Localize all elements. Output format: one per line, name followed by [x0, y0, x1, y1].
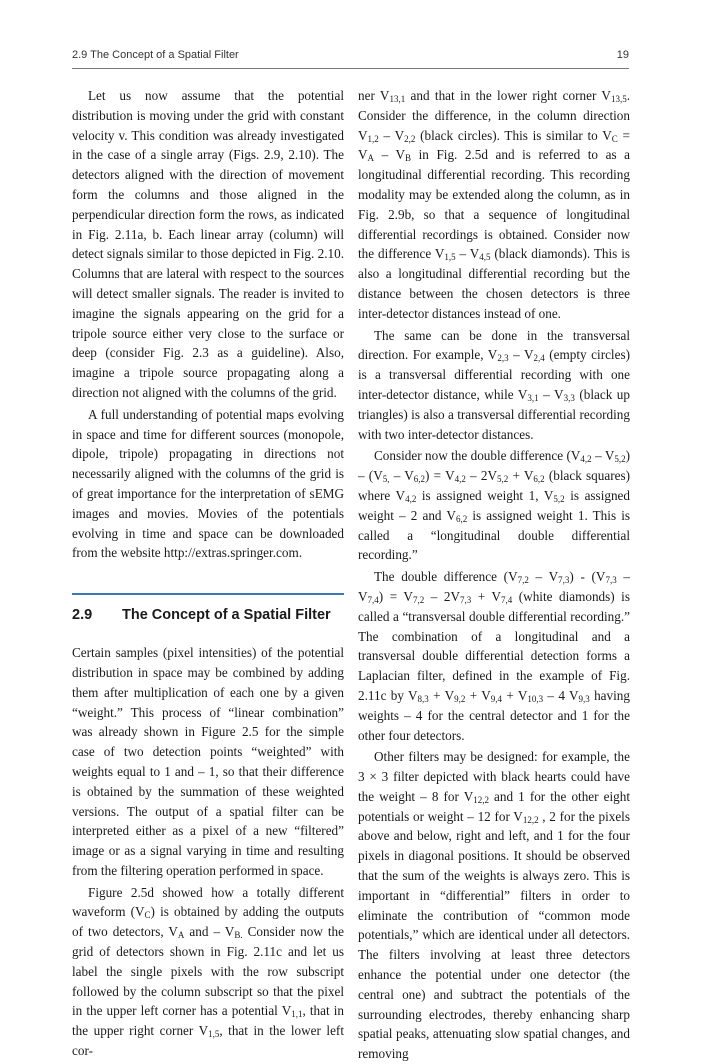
left-column — [72, 86, 344, 1061]
paragraph: The same can be done in the transversal direction. For example, $V_{2,3} - V_{2,4}$ (empty circles) is a transversal differential recording with one inter-detector distance, while $V_{3,1} - V_{3,3}$ (black up triangles) is also a transversal differential recording with two inter-detector distances. — [358, 327, 630, 442]
section-heading — [72, 605, 344, 625]
section-rule — [72, 593, 344, 595]
running-header — [72, 49, 629, 65]
page-number: 19 — [616, 49, 629, 61]
section-header — [72, 593, 344, 625]
section-title: The Concept of a Spatial Filter — [122, 607, 331, 624]
right-column — [358, 86, 630, 1064]
paragraph: Figure 2.5d showed how a totally different waveform $(V_C)$ is obtained by adding the outputs of two detectors, $V_A$ and – $V_{B.}$ Consider now the grid of detectors shown in Fig. 2.11c and let us label the single pixels with the row subscript followed by the column subscript so that the pixel in the upper left corner has a potential $V_{1,1}$, that in the upper right corner $V_{1,5}$, that in the lower left cor- — [72, 884, 344, 1059]
paragraph: Certain samples (pixel intensities) of the potential distribution in space may be combined by adding them after multiplication of each one by a given “weight.” This process of “linear combination” was already shown in Figure 2.5 for the simple case of two detection points “weighted” with weights equal to 1 and – 1, so that their difference is obtained by the summation of these weighted versions. The output of a spatial filter can be interpreted either as a pixel of a new “filtered” image or as a signal varying in time and resulting from the filtering operation performed in space. — [72, 645, 344, 878]
header-rule — [72, 68, 629, 69]
paragraph: Let us now assume that the potential distribution is moving under the grid with constant velocity v. This condition was already investigated in the case of a single array (Figs. 2.9, 2.10). The detectors aligned with the direction of movement form the columns and those aligned in the perpendicular direction form the rows, as indicated in Fig. 2.11a, b. Each linear array (column) will detect signals similar to those depicted in Fig. 2.10. Columns that are lateral with respect to the sources will detect smaller signals. The reader is invited to imagine the signals appearing on the grid for a tripole source either very close to the surface or deep (consider Fig. 2.3 as a guideline). Also, imagine a tripole source propagating along a direction not aligned with the columns of the grid. — [72, 88, 344, 400]
paragraph: The double difference $(V_{7,2} - V_{7,3}) - (V_{7,3} - V_{7,4}) = V_{7,2} - 2V_{7,3} + V_{7,4}$ (white diamonds) is called a “transversal double differential recording.” The combination of a longitudinal and a transversal double differential detection forms a Laplacian filter, defined in the example of Fig. 2.11c by $V_{8,3} + V_{9,2} + V_{9,4} + V_{10,3} - 4$ $V_{9,3}$ having weights – 4 for the central detector and 1 for the other four detectors. — [358, 569, 630, 743]
section-number: 2.9 — [72, 607, 93, 624]
paragraph: A full understanding of potential maps evolving in space and time for different sources (monopole, dipole, tripole) propagating in directions not necessarily aligned with the columns of the grid is of great importance for the interpretation of sEMG images and movies. Movies of the potentials evolving in time and space can be downloaded from the website http://extras.springer.com. — [72, 406, 344, 561]
paragraph: Consider now the double difference $(V_{4,2} - V_{5,2}) - (V_{5,} - V_{6,2}) = V_{4,2} - 2V_{5,2} + V_{6,2}$ (black squares) where $V_{4,2}$ is assigned weight 1, $V_{5,2}$ is assigned weight – 2 and $V_{6,2}$ is assigned weight 1. This is called a “longitudinal double differential recording.” — [358, 448, 631, 563]
running-title: 2.9 The Concept of a Spatial Filter — [72, 49, 239, 61]
paragraph: ner $V_{13,1}$ and that in the lower right corner $V_{13,5}$. Consider the difference, in the column direction $V_{1,2} - V_{2,2}$ (black circles). This is similar to $V_C = V_A - V_B$ in Fig. 2.5d and is referred to as a longitudinal differential recording. This recording modality may be extended along the column, as in Fig. 2.9b, so that a sequence of longitudinal differential recordings is obtained. Consider now the difference $V_{1,5} - V_{4,5}$ (black diamonds). This is also a longitudinal differential recording but the distance between the chosen detectors is three inter-detector distances instead of one. — [358, 88, 630, 321]
paragraph: Other filters may be designed: for example, the 3 × 3 filter depicted with black hearts could have the weight – 8 for $V_{12,2}$ and 1 for the other eight potentials or weight – 12 for $V_{12,2}$ , 2 for the pixels above and below, right and left, and 1 for the four pixels in diagonal positions. It should be observed that the sum of the weights is always zero. This is important in “differential” filters in order to eliminate the contribution of “common mode potentials,” which are identical under all detectors. The filters involving at least three detectors enhance the potential under one detector (the central one) and subtract the potentials of the surrounding electrodes, thereby enhancing sharp spatial peaks, attenuating slow spatial changes, and removing — [358, 749, 630, 1062]
